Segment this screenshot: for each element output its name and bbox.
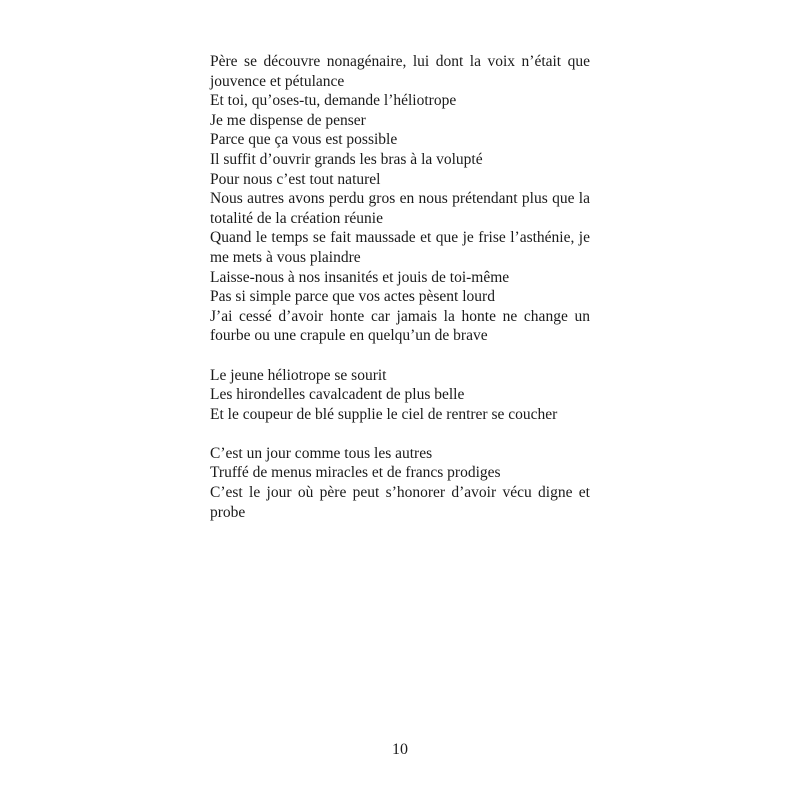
poem-line: C’est le jour où père peut s’honorer d’avoir vécu digne et probe: [210, 484, 590, 521]
poem-line: Je me dispense de penser: [210, 111, 366, 129]
poem-line: Nous autres avons perdu gros en nous prétendant plus que la totalité de la création réunie: [210, 190, 590, 227]
poem-line: Laisse-nous à nos insanités et jouis de toi-même: [210, 268, 510, 286]
poem-line: Pas si simple parce que vos actes pèsent lourd: [210, 288, 495, 306]
poem-text: [210, 52, 590, 522]
poem-line: J’ai cessé d’avoir honte car jamais la honte ne change un fourbe ou une crapule en quelqu’un de brave: [210, 307, 590, 345]
poem-line: Et le coupeur de blé supplie le ciel de rentrer se coucher: [210, 405, 558, 423]
poem-line: Il suffit d’ouvrir grands les bras à la volupté: [210, 150, 483, 168]
stanza-2: [210, 366, 590, 425]
poem-line: Pour nous c’est tout naturel: [210, 170, 381, 188]
poem-line: Parce que ça vous est possible: [210, 131, 398, 149]
poem-line: Les hirondelles cavalcadent de plus belle: [210, 386, 465, 404]
poem-line: Père se découvre nonagénaire, lui dont la voix n’était que jouvence et pétulance: [210, 53, 590, 90]
poem-line: Quand le temps se fait maussade et que je frise l’asthénie, je me mets à vous plaindre: [210, 229, 590, 266]
poem-line: Le jeune héliotrope se sourit: [210, 366, 387, 384]
stanza-3: [210, 444, 590, 522]
stanza-1: [210, 52, 590, 346]
poem-line: Et toi, qu’oses-tu, demande l’héliotrope: [210, 92, 457, 110]
poem-line: Truffé de menus miracles et de francs prodiges: [210, 464, 501, 482]
poem-line: C’est un jour comme tous les autres: [210, 444, 433, 462]
page-number: 10: [392, 741, 408, 758]
